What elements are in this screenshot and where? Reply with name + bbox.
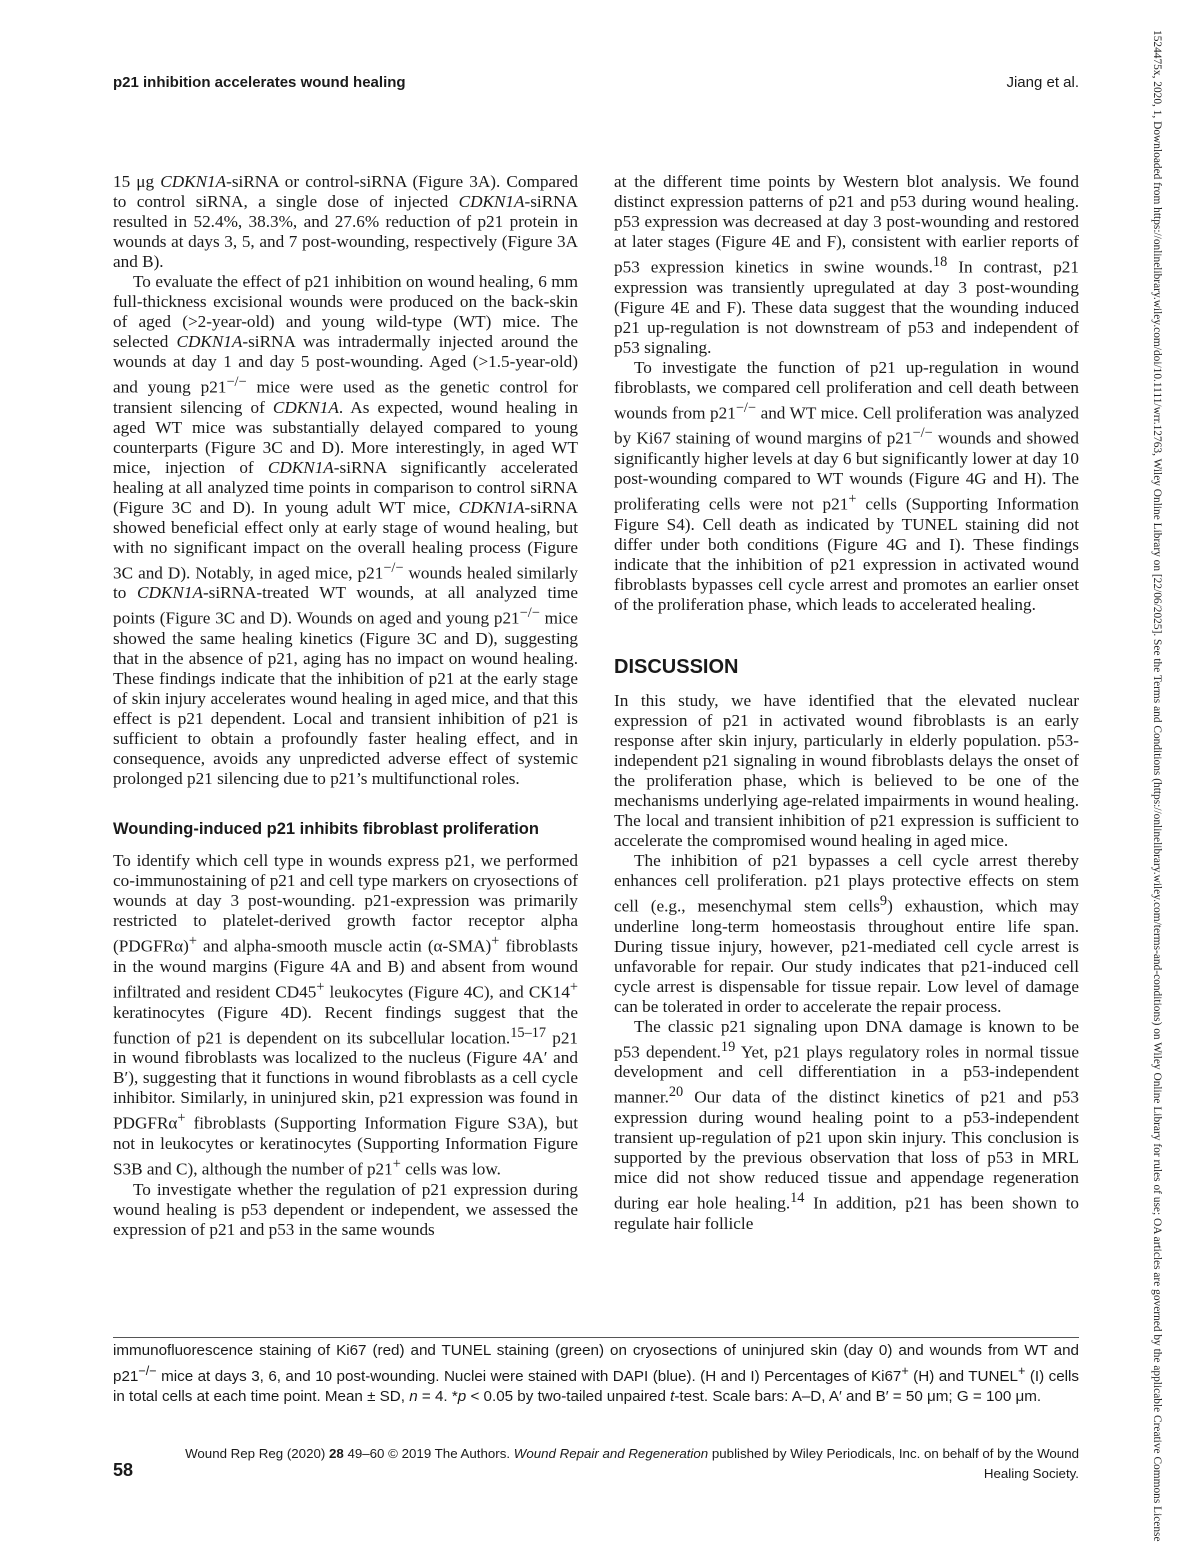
figure-caption: immunofluorescence staining of Ki67 (red) and TUNEL staining (green) on cryosections of uninjured skin (day 0) and wounds from WT and p21−/− mice at days 3, 6, and 10 post-wounding. Nuclei were stained with DAPI (blue). (H and I) Percentages of Ki67+ (H) and TUNEL+ (I) cells in total cells at each time point. Mean ± SD, n = 4. *p < 0.05 by two-tailed unpaired t-test. Scale bars: A–D, A′ and B′ = 50 μm; G = 100 μm. — [113, 1337, 1079, 1407]
paragraph: The inhibition of p21 bypasses a cell cycle arrest thereby enhances cell proliferation. p21 plays protective effects on stem cell (e.g., mesenchymal stem cells$^9$) exhaustion, which may underline long-term homeostasis throughout entire life span. During tissue injury, however, p21-mediated cell cycle arrest is unfavorable for repair. Our study indicates that p21-induced cell cycle arrest is dispensable for tissue repair. Low level of damage can be tolerated in order to accelerate the repair process. — [614, 850, 1079, 1016]
page-number: 58 — [113, 1460, 134, 1480]
section-subheading: Wounding-induced p21 inhibits fibroblast proliferation — [113, 820, 539, 839]
download-notice-text: 1524475x, 2020, 1, Downloaded from https://onlinelibrary.wiley.com/doi/10.1111/wrr.12763, Wiley Online Library on [22/06/2025]. See the Terms and Conditions (https://onlinelibrary.wiley.com/terms-and-conditions) on Wiley Online Library for rules of use; OA articles are governed by the applicable Creative Commons License — [1151, 30, 1163, 1542]
paragraph: The classic p21 signaling upon DNA damage is known to be p53 dependent.$^{19}$ Yet, p21 plays regulatory roles in normal tissue development and cell differentiation in a p53-independent manner.$^{20}$ Our data of the distinct kinetics of p21 and p53 expression during wound healing point to a p53-independent transient up-regulation of p21 upon skin injury. This conclusion is supported by the previous observation that loss of p53 in MRL mice did not show reduced tissue and appendage regeneration during ear hole healing.$^{14}$ In addition, p21 has been shown to regulate hair follicle — [614, 1016, 1079, 1233]
right-column — [614, 172, 1079, 1234]
running-head — [113, 74, 1079, 94]
paragraph: To investigate whether the regulation of p21 expression during wound healing is p53 dependent or independent, we assessed the expression of p21 and p53 in the same wounds — [113, 1179, 578, 1239]
page-footer — [113, 1444, 1079, 1484]
paragraph: To identify which cell type in wounds express p21, we performed co-immunostaining of p21 and cell type markers on cryosections of wounds at day 3 post-wounding. p21-expression was primarily restricted to platelet-derived growth factor receptor alpha (PDGFRα)+ and alpha-smooth muscle actin (α-SMA)+ fibroblasts in the wound margins (Figure 4A and B) and absent from wound infiltrated and resident CD45+ leukocytes (Figure 4C), and CK14+ keratinocytes (Figure 4D). Recent findings suggest that the function of p21 is dependent on its subcellular location.$^{15-17}$ p21 in wound fibroblasts was localized to the nucleus (Figure 4A′ and B′), suggesting that it functions in wound fibroblasts as a cell cycle inhibitor. Similarly, in uninjured skin, p21 expression was found in PDGFRα+ fibroblasts (Supporting Information Figure S3A), but not in leukocytes or keratinocytes (Supporting Information Figure S3B and C), although the number of p21+ cells was low. — [113, 851, 579, 1179]
section-heading-discussion: DISCUSSION — [614, 655, 739, 678]
paragraph: To investigate the function of p21 up-regulation in wound fibroblasts, we compared cell proliferation and cell death between wounds from p21−/− and WT mice. Cell proliferation was analyzed by Ki67 staining of wound margins of p21−/− wounds and showed significantly higher levels at day 6 but significantly lower at day 10 post-wounding compared to WT wounds (Figure 4G and H). The proliferating cells were not p21+ cells (Supporting Information Figure S4). Cell death as indicated by TUNEL staining did not differ under both conditions (Figure 4G and I). These findings indicate that the inhibition of p21 expression in activated wound fibroblasts bypasses cell cycle arrest and promotes an earlier onset of the proliferation phase, which leads to accelerated healing. — [614, 357, 1079, 614]
running-head-authors: Jiang et al. — [1006, 74, 1079, 91]
journal-citation: Wound Rep Reg (2020) 28 49–60 © 2019 The Authors. Wound Repair and Regeneration published by Wiley Periodicals, Inc. on behalf of by the Wound Healing Society. — [185, 1446, 1079, 1481]
paragraph: In this study, we have identified that the elevated nuclear expression of p21 in activated wound fibroblasts is an early response after skin injury, particularly in elderly population. p53-independent p21 signaling in wound fibroblasts delays the onset of the proliferation phase, which is believed to be one of the mechanisms underlying age-related impairments in wound healing. The local and transient inhibition of p21 expression is sufficient to accelerate the compromised wound healing in aged mice. — [614, 690, 1079, 850]
paragraph: 15 μg CDKN1A-siRNA or control-siRNA (Figure 3A). Compared to control siRNA, a single dose of injected CDKN1A-siRNA resulted in 52.4%, 38.3%, and 27.6% reduction of p21 protein in wounds at days 3, 5, and 7 post-wounding, respectively (Figure 3A and B). — [113, 172, 578, 271]
paragraph: To evaluate the effect of p21 inhibition on wound healing, 6 mm full-thickness excisional wounds were produced on the back-skin of aged (>2-year-old) and young wild-type (WT) mice. The selected CDKN1A-siRNA was intradermally injected around the wounds at day 1 and day 5 post-wounding. Aged (>1.5-year-old) and young p21−/− mice were used as the genetic control for transient silencing of CDKN1A. As expected, wound healing in aged WT mice was substantially delayed compared to young counterparts (Figure 3C and D). More interestingly, in aged WT mice, injection of CDKN1A-siRNA significantly accelerated healing at all analyzed time points in comparison to control siRNA (Figure 3C and D). In young adult WT mice, CDKN1A-siRNA showed beneficial effect only at early stage of wound healing, but with no significant impact on the overall healing process (Figure 3C and D). Notably, in aged mice, p21−/− wounds healed similarly to CDKN1A-siRNA-treated WT wounds, at all analyzed time points (Figure 3C and D). Wounds on aged and young p21−/− mice showed the same healing kinetics (Figure 3C and D), suggesting that in the absence of p21, aging has no impact on wound healing. These findings indicate that the inhibition of p21 at the early stage of skin injury accelerates wound healing in aged mice, and that this effect is p21 dependent. Local and transient inhibition of p21 is sufficient to obtain a profoundly faster healing effect, and in consequence, avoids any unpredicted adverse effect of systemic prolonged p21 silencing due to p21’s multifunctional roles. — [113, 272, 579, 789]
running-head-title: p21 inhibition accelerates wound healing — [113, 74, 406, 91]
left-column — [113, 172, 578, 1240]
download-notice — [1147, 30, 1167, 1550]
paragraph: at the different time points by Western blot analysis. We found distinct expression patterns of p21 and p53 during wound healing. p53 expression was decreased at day 3 post-wounding and restored at later stages (Figure 4E and F), consistent with earlier reports of p53 expression kinetics in swine wounds.$^{18}$ In contrast, p21 expression was transiently upregulated at day 3 post-wounding (Figure 4E and F). These data suggest that the wounding induced p21 up-regulation is not downstream of p53 and independent of p53 signaling. — [614, 172, 1079, 357]
